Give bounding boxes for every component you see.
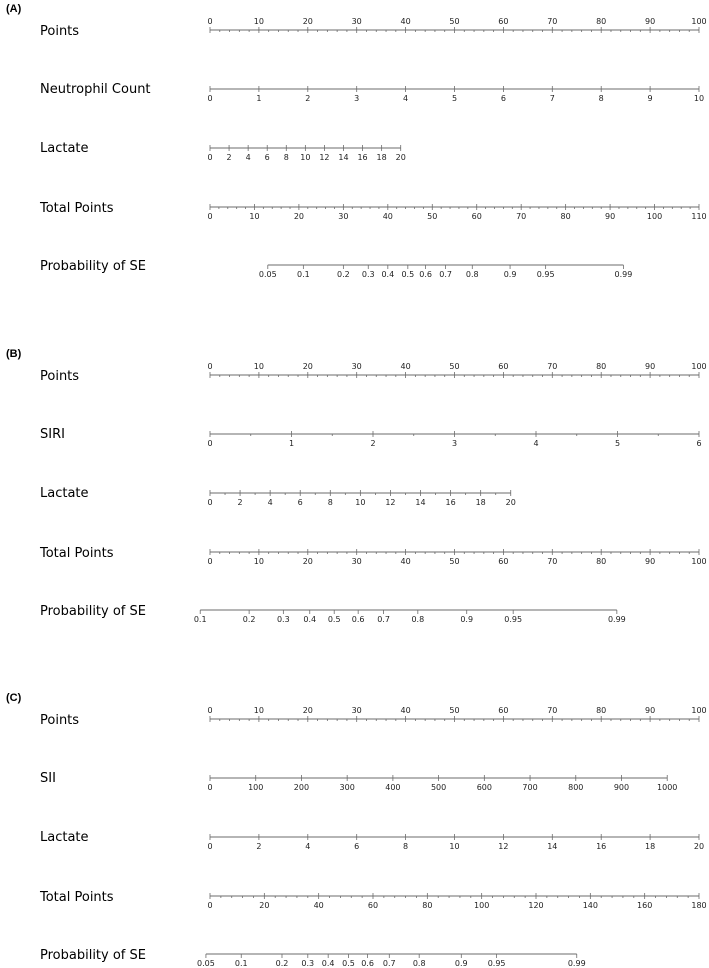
panel-c-points-tick-label: 30 (351, 706, 362, 715)
panel-a-lactate-tick-label: 12 (319, 153, 330, 162)
panel-b-lactate-tick-label: 0 (207, 498, 213, 507)
panel-c-total-points-tick-label: 140 (582, 901, 598, 910)
panel-a-neutrophil-count-tick-label: 9 (647, 94, 653, 103)
panel-b (6, 348, 707, 624)
panel-b-points-row-label: Points (40, 369, 80, 384)
panel-b-label: (B) (6, 348, 22, 360)
panel-b-points-tick-label: 50 (449, 362, 460, 371)
panel-b-probability-of-se-tick-label: 0.5 (327, 615, 341, 624)
panel-b-points-tick-label: 80 (596, 362, 607, 371)
panel-a-probability-of-se-tick-label: 0.6 (419, 270, 432, 279)
panel-c-probability-of-se-row-label: Probability of SE (40, 948, 146, 963)
panel-a-neutrophil-count-tick-label: 7 (549, 94, 555, 103)
panel-b-lactate-tick-label: 2 (237, 498, 243, 507)
panel-b-probability-of-se-tick-label: 0.2 (242, 615, 256, 624)
panel-b-lactate-tick-label: 10 (355, 498, 366, 507)
panel-b-probability-of-se-tick-label: 0.9 (460, 615, 474, 624)
panel-a-neutrophil-count-row-label: Neutrophil Count (40, 82, 151, 97)
panel-b-total-points-row-label: Total Points (40, 546, 114, 561)
panel-a-points-tick-label: 30 (351, 17, 362, 26)
panel-a-neutrophil-count-tick-label: 1 (256, 94, 262, 103)
panel-b-probability-of-se-tick-label: 0.6 (351, 615, 365, 624)
panel-c-total-points-tick-label: 20 (259, 901, 270, 910)
panel-b-siri-tick-label: 5 (614, 439, 621, 448)
panel-b-siri-tick-label: 0 (207, 439, 213, 448)
panel-b-probability-of-se-tick-label: 0.99 (607, 615, 626, 624)
panel-b-points-tick-label: 70 (547, 362, 558, 371)
panel-a-lactate-tick-label: 0 (207, 153, 213, 162)
panel-a-neutrophil-count-tick-label: 4 (403, 94, 409, 103)
panel-c-sii-tick-label: 700 (522, 783, 538, 792)
panel-c-total-points-tick-label: 160 (637, 901, 653, 910)
panel-c-lactate-tick-label: 16 (596, 842, 607, 851)
panel-a-neutrophil-count-tick-label: 0 (207, 94, 213, 103)
panel-c-probability-of-se-tick-label: 0.9 (454, 959, 468, 968)
panel-a-probability-of-se-tick-label: 0.1 (296, 270, 310, 279)
panel-b-total-points-tick-label: 100 (691, 557, 707, 566)
panel-b-points-tick-label: 90 (645, 362, 656, 371)
panel-a-probability-of-se-tick-label: 0.4 (381, 270, 395, 279)
panel-b-siri-tick-label: 6 (696, 439, 702, 448)
panel-a-probability-of-se-tick-label: 0.2 (336, 270, 350, 279)
panel-a-points-tick-label: 70 (547, 17, 558, 26)
panel-b-siri-tick-label: 4 (533, 439, 539, 448)
panel-a-neutrophil-count-tick-label: 10 (693, 94, 705, 103)
panel-c-points-row-label: Points (40, 713, 80, 728)
panel-b-points-tick-label: 100 (691, 362, 707, 371)
panel-c-points-tick-label: 10 (253, 706, 264, 715)
panel-c-sii-tick-label: 400 (385, 783, 401, 792)
panel-b-points-tick-label: 20 (302, 362, 313, 371)
panel-b-points-tick-label: 60 (498, 362, 509, 371)
panel-a-points-tick-label: 0 (207, 17, 213, 26)
panel-c-sii-tick-label: 100 (248, 783, 264, 792)
panel-b-points-tick-label: 10 (253, 362, 264, 371)
panel-c-lactate-tick-label: 10 (449, 842, 460, 851)
panel-c-probability-of-se-tick-label: 0.2 (275, 959, 289, 968)
panel-c-points-tick-label: 0 (207, 706, 213, 715)
panel-c-sii-tick-label: 200 (293, 783, 310, 792)
panel-a-lactate-tick-label: 4 (245, 153, 251, 162)
panel-c-points-tick-label: 80 (596, 706, 607, 715)
panel-c-lactate-tick-label: 18 (645, 842, 656, 851)
panel-a (6, 3, 707, 279)
panel-a-total-points-tick-label: 100 (646, 212, 663, 221)
panel-b-total-points-tick-label: 60 (498, 557, 509, 566)
panel-c-sii-tick-label: 800 (568, 783, 584, 792)
panel-a-probability-of-se-tick-label: 0.99 (614, 270, 633, 279)
panel-b-points-tick-label: 30 (351, 362, 362, 371)
panel-a-total-points-tick-label: 110 (691, 212, 707, 221)
panel-a-probability-of-se-tick-label: 0.05 (258, 270, 277, 279)
panel-c-probability-of-se-tick-label: 0.3 (301, 959, 315, 968)
panel-b-total-points-tick-label: 80 (596, 557, 607, 566)
panel-c-total-points-tick-label: 60 (367, 901, 379, 910)
panel-b-lactate-tick-label: 8 (327, 498, 333, 507)
panel-b-probability-of-se-tick-label: 0.3 (276, 615, 290, 624)
panel-c-probability-of-se-tick-label: 0.8 (412, 959, 426, 968)
panel-a-total-points-tick-label: 20 (293, 212, 305, 221)
panel-b-lactate-tick-label: 16 (445, 498, 456, 507)
panel-c-probability-of-se-tick-label: 0.7 (382, 959, 396, 968)
panel-a-neutrophil-count-tick-label: 3 (354, 94, 360, 103)
panel-c-total-points-row-label: Total Points (40, 890, 114, 905)
panel-a-total-points-tick-label: 60 (471, 212, 482, 221)
panel-b-points-tick-label: 40 (400, 362, 411, 371)
panel-c-lactate-tick-label: 20 (693, 842, 705, 851)
panel-c-probability-of-se-tick-label: 0.95 (487, 959, 506, 968)
panel-a-points-row-label: Points (40, 24, 80, 39)
panel-c-lactate-tick-label: 12 (498, 842, 509, 851)
panel-a-lactate-tick-label: 18 (376, 153, 387, 162)
panel-b-probability-of-se-tick-label: 0.95 (504, 615, 523, 624)
panel-a-points-tick-label: 40 (400, 17, 411, 26)
panel-b-total-points-tick-label: 30 (351, 557, 362, 566)
panel-c-total-points-tick-label: 180 (691, 901, 707, 910)
panel-a-lactate-row-label: Lactate (40, 141, 89, 156)
panel-c-probability-of-se-tick-label: 0.4 (321, 959, 335, 968)
panel-a-points-tick-label: 90 (645, 17, 656, 26)
panel-b-total-points-tick-label: 50 (449, 557, 460, 566)
panel-c-points-tick-label: 20 (302, 706, 313, 715)
panel-c-total-points-tick-label: 120 (528, 901, 544, 910)
panel-c-points-tick-label: 60 (498, 706, 509, 715)
panel-a-total-points-tick-label: 0 (207, 212, 213, 221)
panel-b-total-points-tick-label: 90 (645, 557, 656, 566)
panel-a-points-tick-label: 50 (449, 17, 460, 26)
panel-b-lactate-tick-label: 4 (267, 498, 273, 507)
panel-a-label: (A) (6, 3, 22, 15)
panel-c-probability-of-se-tick-label: 0.1 (234, 959, 248, 968)
panel-b-lactate-tick-label: 20 (505, 498, 516, 507)
panel-b-lactate-tick-label: 14 (415, 498, 426, 507)
panel-c-lactate-tick-label: 8 (403, 842, 409, 851)
panel-a-points-tick-label: 60 (498, 17, 509, 26)
panel-b-probability-of-se-tick-label: 0.1 (193, 615, 207, 624)
panel-b-total-points-tick-label: 0 (207, 557, 213, 566)
panel-a-neutrophil-count-tick-label: 6 (500, 94, 506, 103)
panel-a-probability-of-se-tick-label: 0.3 (361, 270, 375, 279)
panel-b-lactate-row-label: Lactate (40, 486, 89, 501)
panel-a-points-tick-label: 10 (253, 17, 264, 26)
panel-a-points-tick-label: 20 (302, 17, 313, 26)
panel-b-total-points-tick-label: 70 (547, 557, 558, 566)
panel-c-probability-of-se-tick-label: 0.5 (342, 959, 355, 968)
panel-c-total-points-tick-label: 100 (474, 901, 490, 910)
panel-a-total-points-tick-label: 50 (427, 212, 438, 221)
panel-c-lactate-tick-label: 6 (354, 842, 360, 851)
panel-c-sii-row-label: SII (40, 771, 56, 786)
panel-c-probability-of-se-tick-label: 0.6 (361, 959, 374, 968)
panel-a-neutrophil-count-tick-label: 2 (305, 94, 311, 103)
panel-a-lactate-tick-label: 20 (395, 153, 406, 162)
panel-a-probability-of-se-tick-label: 0.8 (465, 270, 479, 279)
panel-b-probability-of-se-row-label: Probability of SE (40, 604, 146, 619)
panel-a-lactate-tick-label: 16 (357, 153, 368, 162)
panel-a-total-points-tick-label: 80 (560, 212, 571, 221)
panel-c-total-points-tick-label: 80 (422, 901, 433, 910)
panel-b-points-tick-label: 0 (207, 362, 213, 371)
panel-c-points-tick-label: 70 (547, 706, 558, 715)
panel-b-siri-tick-label: 2 (370, 439, 376, 448)
panel-a-lactate-tick-label: 8 (283, 153, 289, 162)
panel-c (6, 692, 707, 968)
panel-c-total-points-tick-label: 40 (313, 901, 324, 910)
panel-b-siri-tick-label: 3 (451, 439, 458, 448)
panel-b-lactate-tick-label: 12 (385, 498, 396, 507)
panel-a-total-points-tick-label: 90 (604, 212, 616, 221)
panel-a-points-tick-label: 80 (596, 17, 607, 26)
panel-b-total-points-tick-label: 10 (253, 557, 264, 566)
panel-c-points-tick-label: 100 (691, 706, 707, 715)
panel-a-lactate-tick-label: 14 (338, 153, 349, 162)
panel-a-neutrophil-count-tick-label: 5 (451, 94, 458, 103)
panel-c-sii-tick-label: 900 (613, 783, 630, 792)
panel-c-sii-tick-label: 1000 (657, 783, 678, 792)
panel-a-total-points-tick-label: 30 (338, 212, 349, 221)
panel-c-lactate-tick-label: 2 (256, 842, 262, 851)
panel-c-sii-tick-label: 600 (476, 783, 492, 792)
panel-a-total-points-tick-label: 70 (516, 212, 527, 221)
panel-a-lactate-tick-label: 2 (226, 153, 232, 162)
panel-b-probability-of-se-tick-label: 0.8 (411, 615, 425, 624)
panel-a-probability-of-se-tick-label: 0.7 (439, 270, 452, 279)
panel-a-probability-of-se-tick-label: 0.9 (503, 270, 517, 279)
panel-a-lactate-tick-label: 10 (300, 153, 311, 162)
panel-b-total-points-tick-label: 20 (302, 557, 313, 566)
panel-c-sii-tick-label: 0 (207, 783, 213, 792)
panel-c-probability-of-se-tick-label: 0.05 (197, 959, 215, 968)
panel-b-total-points-tick-label: 40 (400, 557, 411, 566)
panel-a-probability-of-se-row-label: Probability of SE (40, 259, 146, 274)
panel-a-lactate-tick-label: 6 (264, 153, 270, 162)
panel-a-total-points-tick-label: 10 (249, 212, 260, 221)
panel-c-lactate-tick-label: 0 (207, 842, 213, 851)
panel-a-total-points-tick-label: 40 (382, 212, 393, 221)
panel-c-points-tick-label: 90 (645, 706, 656, 715)
panel-b-lactate-tick-label: 18 (475, 498, 486, 507)
panel-c-points-tick-label: 50 (449, 706, 460, 715)
panel-c-sii-tick-label: 500 (430, 783, 447, 792)
panel-b-probability-of-se-tick-label: 0.7 (377, 615, 390, 624)
panel-c-sii-tick-label: 300 (339, 783, 355, 792)
panel-c-total-points-tick-label: 0 (207, 901, 213, 910)
panel-a-total-points-row-label: Total Points (40, 201, 114, 216)
panel-b-probability-of-se-tick-label: 0.4 (303, 615, 317, 624)
panel-b-siri-row-label: SIRI (40, 427, 65, 442)
panel-a-neutrophil-count-tick-label: 8 (598, 94, 604, 103)
panel-a-points-tick-label: 100 (691, 17, 707, 26)
panel-c-lactate-tick-label: 14 (547, 842, 558, 851)
panel-c-points-tick-label: 40 (400, 706, 411, 715)
panel-a-probability-of-se-tick-label: 0.5 (401, 270, 415, 279)
panel-c-lactate-tick-label: 4 (305, 842, 311, 851)
panel-b-siri-tick-label: 1 (288, 439, 295, 448)
panel-c-label: (C) (6, 692, 22, 704)
panel-b-lactate-tick-label: 6 (297, 498, 303, 507)
panel-a-probability-of-se-tick-label: 0.95 (536, 270, 555, 279)
panel-c-probability-of-se-tick-label: 0.99 (567, 959, 586, 968)
panel-c-lactate-row-label: Lactate (40, 830, 89, 845)
